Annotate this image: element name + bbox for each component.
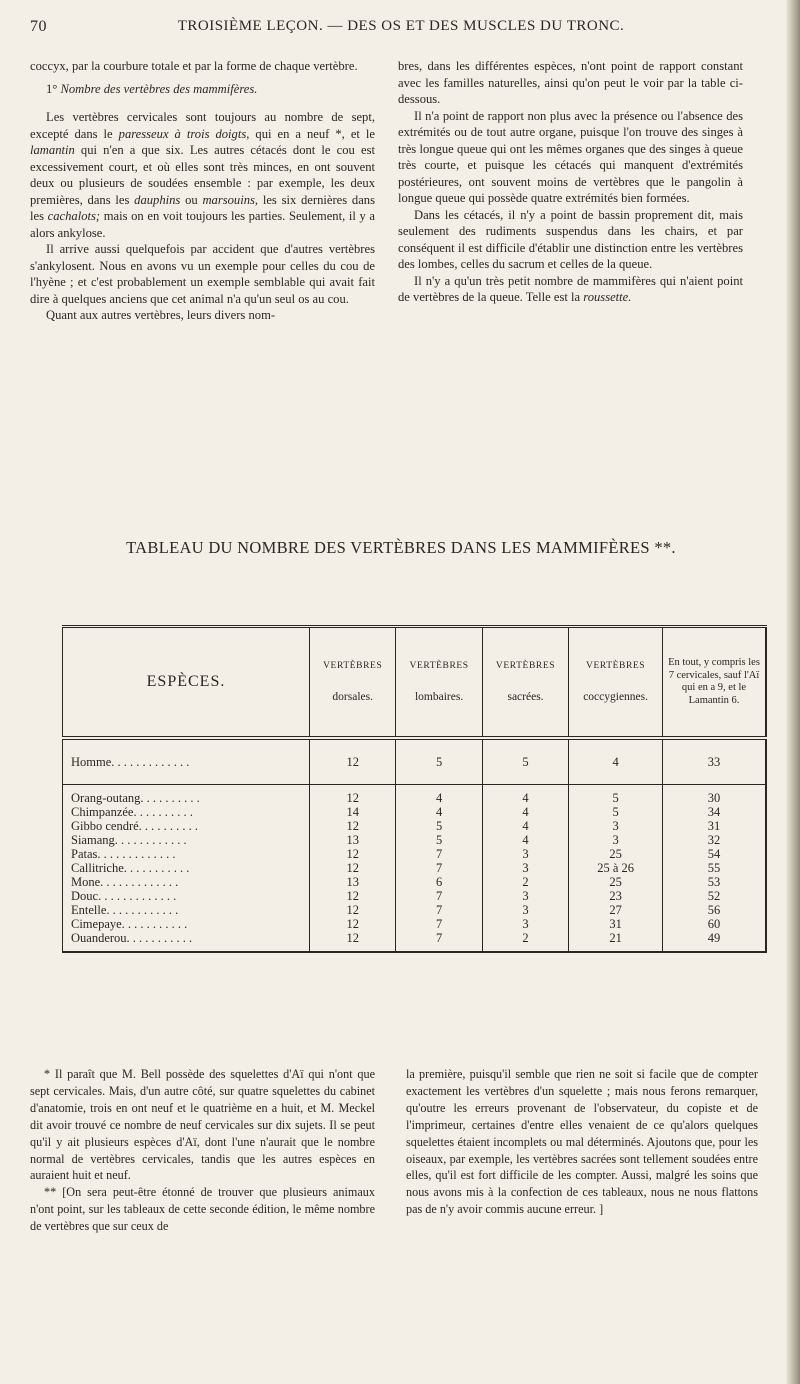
dorsal-cell: 12	[310, 819, 396, 833]
total-cell: 52	[663, 889, 767, 903]
coccygeal-cell: 31	[569, 917, 663, 931]
total-cell: 32	[663, 833, 767, 847]
paragraph: Il arrive aussi quelquefois par accident que d'autres vertèbres s'ankylosent. Nous en avons vu un exemple pour celles du cou de l'hyène ; et c'est probablement un exemple semblable qui avait fait dire à quelques anciens que cet animal n'a qu'un seul os au cou.	[30, 242, 375, 306]
italic-term: roussette.	[583, 290, 632, 304]
table-row	[63, 785, 767, 806]
table-title: TABLEAU DU NOMBRE DES VERTÈBRES DANS LES MAMMIFÈRES **.	[126, 538, 676, 557]
coccygeal-cell: 25 à 26	[569, 861, 663, 875]
total-cell: 33	[663, 738, 767, 785]
header-top: VERTÈBRES	[323, 661, 383, 671]
table-header-row	[63, 627, 767, 739]
paragraph: coccyx, par la courbure totale et par la forme de chaque vertèbre.	[30, 59, 358, 73]
header-bottom: dorsales.	[332, 691, 373, 703]
paragraph: Quant aux autres vertèbres, leurs divers nom-	[46, 308, 276, 322]
vertebrae-table	[62, 625, 767, 953]
italic-term: marsouins	[202, 192, 255, 207]
text-column-left	[30, 58, 375, 324]
text-run: , qui en a neuf *, et le	[246, 126, 375, 141]
dorsal-cell: 14	[310, 805, 396, 819]
total-cell: 53	[663, 875, 767, 889]
dorsal-cell: 12	[310, 917, 396, 931]
italic-term: lamantin	[30, 143, 75, 157]
coccygeal-cell: 21	[569, 931, 663, 952]
dorsal-cell: 13	[310, 875, 396, 889]
dorsal-cell: 13	[310, 833, 396, 847]
section-title: Nombre des vertèbres des mammifères.	[60, 81, 258, 96]
text-run: qui n'en a que six. Les autres cétacés dont le cou est excessivement court, et où elles sont très minces, en ont souvent deux ou plusieurs de soudées ensemble : par exemple, les deux premières, dans les	[30, 143, 375, 207]
species-cell: Chimpanzée. . . . . . . . . .	[63, 805, 310, 819]
header-bottom: coccygiennes.	[583, 691, 649, 703]
table-row	[63, 931, 767, 952]
sacral-cell: 2	[482, 931, 568, 952]
coccygeal-cell: 5	[569, 805, 663, 819]
sacral-header	[482, 627, 568, 739]
coccygeal-cell: 5	[569, 785, 663, 806]
dorsal-cell: 12	[310, 931, 396, 952]
footnotes-right	[406, 1066, 758, 1218]
sacral-cell: 3	[482, 917, 568, 931]
dorsal-cell: 12	[310, 861, 396, 875]
total-cell: 30	[663, 785, 767, 806]
lumbar-cell: 7	[396, 861, 482, 875]
running-header	[30, 12, 772, 40]
sacral-cell: 4	[482, 819, 568, 833]
footnote: * Il paraît que M. Bell possède des squelettes d'Aï qui n'ont que sept cervicales. Mais, d'un autre côté, sur quatre squelettes du cabinet d'anatomie, trois en ont neuf et le quatrième en a huit, et M. Meckel dit avoir trouvé ce nombre de neuf cervicales sur dix sujets. Il se peut qu'il y ait plusieurs espèces d'Aï, dont l'une n'aurait que le nombre normal de vertèbres cervicales, tandis que les autres espèces en auraient huit et neuf.	[30, 1067, 375, 1183]
table-row	[63, 903, 767, 917]
section-number: 1°	[46, 81, 61, 96]
table-row	[63, 847, 767, 861]
paragraph	[398, 273, 743, 306]
sacral-cell: 2	[482, 875, 568, 889]
text-run: , les six dernières dans les	[30, 192, 376, 223]
total-cell: 55	[663, 861, 767, 875]
species-cell: Douc. . . . . . . . . . . . .	[63, 889, 310, 903]
dorsal-header	[310, 627, 396, 739]
dorsal-cell: 12	[310, 847, 396, 861]
sacral-cell: 3	[482, 861, 568, 875]
page-edge-shadow	[786, 0, 800, 1384]
dorsal-cell: 12	[310, 738, 396, 785]
total-cell: 34	[663, 805, 767, 819]
lumbar-cell: 4	[396, 805, 482, 819]
running-title: TROISIÈME LEÇON. — DES OS ET DES MUSCLES DU TRONC.	[177, 18, 625, 34]
lumbar-cell: 7	[396, 931, 482, 952]
coccygeal-cell: 3	[569, 819, 663, 833]
species-cell: Orang-outang. . . . . . . . . .	[63, 785, 310, 806]
text-run: Les vertèbres cervicales sont toujours au nombre de sept, excepté dans le	[30, 110, 375, 141]
lumbar-cell: 7	[396, 847, 482, 861]
total-cell: 31	[663, 819, 767, 833]
coccygeal-cell: 25	[569, 847, 663, 861]
table-row	[63, 738, 767, 785]
table-row	[63, 917, 767, 931]
lumbar-cell: 5	[396, 738, 482, 785]
lumbar-cell: 7	[396, 917, 482, 931]
table-row	[63, 889, 767, 903]
text-column-right	[398, 58, 743, 306]
species-cell: Patas. . . . . . . . . . . . .	[63, 847, 310, 861]
sacral-cell: 3	[482, 903, 568, 917]
species-cell: Siamang. . . . . . . . . . . .	[63, 833, 310, 847]
lumbar-cell: 7	[396, 889, 482, 903]
species-header: ESPÈCES.	[63, 627, 310, 739]
paragraph: Il n'a point de rapport non plus avec la présence ou l'absence des extrémités ou de tout autre organe, puisque l'on trouve des singes à très longue queue qui ont les mêmes organes que des singes à queue très courte, et puisque les cétacés qui manquent d'extrémités postérieures, ont souvent moins de vertèbres que le pangolin à longue queue qui possède quatre extrémités bien formées.	[398, 108, 743, 205]
total-cell: 54	[663, 847, 767, 861]
sacral-cell: 4	[482, 833, 568, 847]
lumbar-header	[396, 627, 482, 739]
dorsal-cell: 12	[310, 785, 396, 806]
sacral-cell: 3	[482, 847, 568, 861]
italic-term: paresseux à trois doigts	[118, 126, 247, 141]
table-row	[63, 861, 767, 875]
coccygeal-cell: 25	[569, 875, 663, 889]
dorsal-cell: 12	[310, 889, 396, 903]
species-cell: Mone. . . . . . . . . . . . .	[63, 875, 310, 889]
text-run: Il n'y a qu'un très petit nombre de mammifères qui n'aient point de vertèbres de la queue. Telle est la	[398, 273, 743, 304]
dorsal-cell: 12	[310, 903, 396, 917]
species-cell: Entelle. . . . . . . . . . . .	[63, 903, 310, 917]
section-heading	[30, 81, 375, 98]
total-cell: 56	[663, 903, 767, 917]
species-cell: Gibbo cendré. . . . . . . . . .	[63, 819, 310, 833]
page-number: 70	[30, 18, 47, 35]
total-cell: 49	[663, 931, 767, 952]
species-cell: Cimepaye. . . . . . . . . . .	[63, 917, 310, 931]
footnotes-left	[30, 1066, 375, 1235]
coccygeal-header	[569, 627, 663, 739]
lumbar-cell: 5	[396, 833, 482, 847]
paragraph	[30, 109, 375, 241]
sacral-cell: 3	[482, 889, 568, 903]
coccygeal-cell: 23	[569, 889, 663, 903]
coccygeal-cell: 27	[569, 903, 663, 917]
text-run: mais on en voit toujours les parties. Seulement, il y a alors ankylose.	[30, 209, 376, 240]
table-row	[63, 833, 767, 847]
footnote: ** [On sera peut-être étonné de trouver que plusieurs animaux n'ont point, sur les tableaux de cette seconde édition, le même nombre de vertèbres que sur ceux de	[30, 1185, 375, 1234]
header-top: VERTÈBRES	[409, 661, 469, 671]
species-cell: Callitriche. . . . . . . . . . .	[63, 861, 310, 875]
species-cell: Ouanderou. . . . . . . . . . .	[63, 931, 310, 952]
sacral-cell: 5	[482, 738, 568, 785]
text-run: ou	[180, 192, 203, 207]
lumbar-cell: 6	[396, 875, 482, 889]
italic-term: cachalots;	[47, 209, 101, 223]
header-bottom: sacrées.	[507, 691, 544, 703]
header-bottom: lombaires.	[414, 691, 464, 703]
sacral-cell: 4	[482, 805, 568, 819]
paragraph: bres, dans les différentes espèces, n'ont point de rapport constant avec les familles naturelles, ainsi qu'on peut le voir par la table ci-dessous.	[398, 59, 743, 106]
table-row	[63, 819, 767, 833]
header-top: VERTÈBRES	[586, 661, 646, 671]
lumbar-cell: 5	[396, 819, 482, 833]
italic-term: dauphins	[134, 192, 181, 207]
coccygeal-cell: 3	[569, 833, 663, 847]
header-top: VERTÈBRES	[495, 661, 556, 671]
table-row	[63, 805, 767, 819]
coccygeal-cell: 4	[569, 738, 663, 785]
footnote: la première, puisqu'il semble que rien ne soit si facile que de compter exactement les vertèbres d'un squelette ; mais nous ferons remarquer, qu'outre les erreurs provenant de l'observateur, du copiste et de l'imprimeur, certaines d'entre elles venaient de ce qu'alors quelques squelettes étaient incomplets ou mal déterminés. Ajoutons que, pour les oiseaux, par exemple, les vertèbres sacrées sont tellement soudées entre elles, qu'il est fort difficile de les compter. Aussi, malgré les soins que nous avons mis à la confection de ces tableaux, nous ne nous flattons pas de n'y avoir commis aucune erreur. ]	[406, 1067, 758, 1217]
total-cell: 60	[663, 917, 767, 931]
lumbar-cell: 7	[396, 903, 482, 917]
paragraph: Dans les cétacés, il n'y a point de bassin proprement dit, mais seulement des rudiments suspendus dans les chairs, et par conséquent il est difficile d'établir une distinction entre les vertèbres des lombes, celles du sacrum et celles de la queue.	[398, 207, 743, 271]
sacral-cell: 4	[482, 785, 568, 806]
total-header: En tout, y compris les 7 cervicales, sauf l'Aï qui en a 9, et le Lamantin 6.	[663, 627, 767, 739]
table-row	[63, 875, 767, 889]
species-cell: Homme. . . . . . . . . . . . .	[63, 738, 310, 785]
lumbar-cell: 4	[396, 785, 482, 806]
